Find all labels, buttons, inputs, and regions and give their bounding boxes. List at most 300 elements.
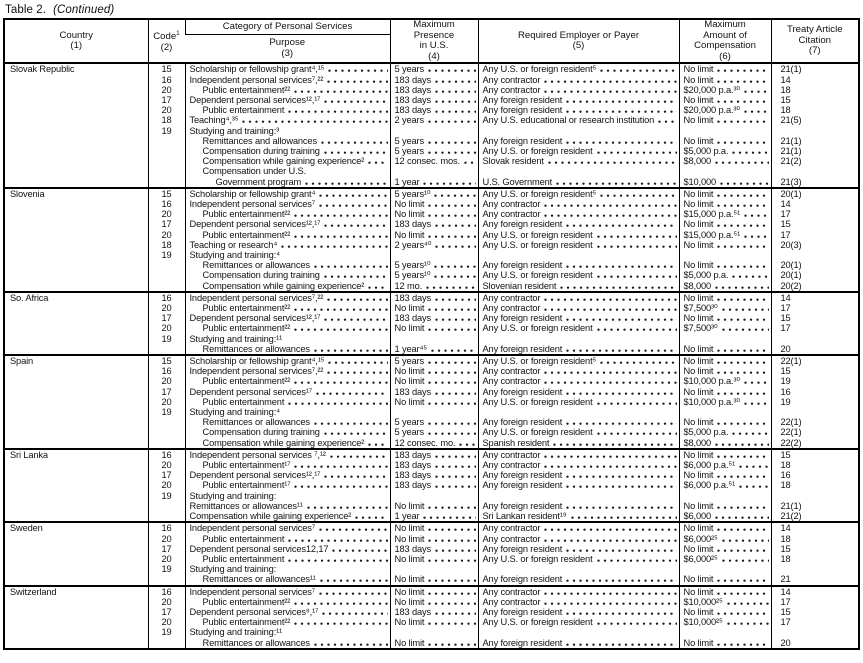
table-row — [4, 554, 859, 564]
cell-payer: Any U.S. or foreign resident — [478, 617, 679, 627]
cell-compensation — [679, 491, 771, 501]
cell-code: 16 — [148, 522, 185, 533]
cell-treaty: 14 — [771, 586, 859, 597]
dot-leader — [427, 199, 475, 209]
cell-compensation: No limit — [679, 136, 771, 146]
cell-presence: No limit — [390, 230, 478, 240]
table-row — [4, 597, 859, 607]
cell-treaty: 21(1) — [771, 501, 859, 511]
cell-treaty: 14 — [771, 292, 859, 303]
cell-treaty: 20 — [771, 344, 859, 355]
table-row — [4, 638, 859, 649]
dot-leader — [427, 427, 476, 437]
cell-country — [4, 177, 148, 188]
cell-code: 20 — [148, 597, 185, 607]
cell-compensation: $10,000 — [679, 177, 771, 188]
cell-code: 19 — [148, 491, 185, 501]
cell-payer: Any contractor — [478, 209, 679, 219]
cell-code: 20 — [148, 554, 185, 564]
cell-payer: Any foreign resident — [478, 136, 679, 146]
cell-country — [4, 491, 148, 501]
cell-purpose: Compensation during training — [185, 427, 390, 437]
dot-leader — [434, 240, 475, 250]
table-row — [4, 146, 859, 156]
cell-payer: Any foreign resident — [478, 638, 679, 649]
table-row — [4, 105, 859, 115]
cell-compensation: $6,000 p.a.⁵¹ — [679, 460, 771, 470]
table-row — [4, 156, 859, 166]
dot-leader — [726, 597, 769, 607]
dot-leader — [327, 356, 387, 366]
dot-leader — [714, 438, 768, 448]
cell-presence: 2 years — [390, 115, 478, 125]
dot-leader — [323, 270, 388, 280]
cell-purpose: Public entertainment²² — [185, 230, 390, 240]
cell-treaty: 20(1) — [771, 270, 859, 280]
dot-leader — [719, 177, 768, 187]
cell-presence: No limit — [390, 199, 478, 209]
dot-leader — [427, 303, 475, 313]
dot-leader — [716, 638, 768, 648]
cell-payer: Any foreign resident — [478, 574, 679, 585]
dot-leader — [716, 417, 768, 427]
cell-country — [4, 554, 148, 564]
dot-leader — [427, 146, 476, 156]
cell-treaty: 20(1) — [771, 188, 859, 199]
cell-purpose: Remittances or allowances — [185, 260, 390, 270]
cell-presence: No limit — [390, 554, 478, 564]
dot-leader — [293, 617, 387, 627]
table-row — [4, 240, 859, 250]
cell-presence — [390, 407, 478, 417]
cell-purpose: Studying and training: — [185, 491, 390, 501]
table-row — [4, 470, 859, 480]
cell-country — [4, 417, 148, 427]
cell-code: 20 — [148, 617, 185, 627]
cell-treaty — [771, 627, 859, 637]
cell-treaty: 17 — [771, 323, 859, 333]
cell-compensation: No limit — [679, 292, 771, 303]
cell-compensation: No limit — [679, 638, 771, 649]
cell-code — [148, 574, 185, 585]
cell-presence: 1 year — [390, 511, 478, 522]
cell-compensation: No limit — [679, 75, 771, 85]
cell-compensation: $6,000²⁵ — [679, 554, 771, 564]
dot-leader — [716, 607, 768, 617]
cell-country — [4, 95, 148, 105]
cell-compensation: No limit — [679, 95, 771, 105]
dot-leader — [543, 587, 676, 597]
cell-presence: 183 days — [390, 85, 478, 95]
dot-leader — [427, 356, 476, 366]
dot-leader — [313, 260, 388, 270]
cell-code — [148, 344, 185, 355]
cell-payer: Any U.S. or foreign resident — [478, 427, 679, 437]
dot-leader — [716, 344, 768, 354]
cell-country — [4, 407, 148, 417]
dot-leader — [565, 470, 676, 480]
table-row — [4, 501, 859, 511]
dot-leader — [293, 230, 387, 240]
dot-leader — [716, 240, 768, 250]
cell-payer: Any U.S. or foreign resident — [478, 397, 679, 407]
cell-purpose: Dependent personal services12,17 — [185, 544, 390, 554]
cell-purpose: Public entertainment¹⁷ — [185, 480, 390, 490]
cell-compensation: $10,000 p.a.³⁰ — [679, 376, 771, 386]
dot-leader — [716, 313, 768, 323]
cell-payer: Any contractor — [478, 75, 679, 85]
dot-leader — [543, 303, 676, 313]
cell-payer: Any foreign resident — [478, 344, 679, 355]
dot-leader — [716, 450, 768, 460]
cell-code: 16 — [148, 586, 185, 597]
col-header-compensation: Maximum Amount of Compensation (6) — [679, 19, 771, 63]
cell-presence: 1 year — [390, 177, 478, 188]
cell-treaty: 18 — [771, 105, 859, 115]
table-row — [4, 313, 859, 323]
cell-treaty: 22(1) — [771, 355, 859, 366]
dot-leader — [306, 501, 388, 511]
cell-presence: 183 days — [390, 449, 478, 460]
cell-compensation: $6,000 — [679, 511, 771, 522]
cell-payer — [478, 166, 679, 176]
cell-presence: 5 years — [390, 63, 478, 74]
cell-compensation: No limit — [679, 260, 771, 270]
cell-country — [4, 166, 148, 176]
dot-leader — [427, 587, 475, 597]
cell-presence: 5 years — [390, 146, 478, 156]
cell-country — [4, 281, 148, 292]
cell-presence: No limit — [390, 397, 478, 407]
dot-leader — [304, 177, 387, 187]
cell-country: Spain — [4, 355, 148, 366]
table-row — [4, 230, 859, 240]
cell-country: Slovenia — [4, 188, 148, 199]
cell-treaty — [771, 491, 859, 501]
cell-compensation — [679, 334, 771, 344]
cell-payer: Any foreign resident — [478, 313, 679, 323]
dot-leader — [434, 105, 475, 115]
cell-purpose: Public entertainment²² — [185, 376, 390, 386]
table-row — [4, 303, 859, 313]
dot-leader — [287, 554, 387, 564]
cell-code: 20 — [148, 303, 185, 313]
dot-leader — [599, 64, 676, 74]
cell-compensation — [679, 564, 771, 574]
dot-leader — [716, 356, 768, 366]
cell-compensation: No limit — [679, 199, 771, 209]
cell-presence: No limit — [390, 522, 478, 533]
cell-treaty: 22(1) — [771, 417, 859, 427]
table-row — [4, 219, 859, 229]
cell-presence: 183 days — [390, 387, 478, 397]
table-row — [4, 188, 859, 199]
dot-leader — [434, 607, 475, 617]
cell-compensation: $10,000²⁵ — [679, 597, 771, 607]
cell-country: So. Africa — [4, 292, 148, 303]
cell-treaty: 14 — [771, 522, 859, 533]
table-row — [4, 586, 859, 597]
dot-leader — [323, 219, 387, 229]
table-row — [4, 438, 859, 449]
dot-leader — [731, 270, 768, 280]
col-header-treaty: Treaty Article Citation (7) — [771, 19, 859, 63]
dot-leader — [319, 574, 388, 584]
dot-leader — [427, 323, 475, 333]
dot-leader — [565, 344, 676, 354]
dot-leader — [565, 387, 676, 397]
cell-payer: Any contractor — [478, 534, 679, 544]
cell-presence: 183 days — [390, 544, 478, 554]
table-row — [4, 407, 859, 417]
cell-payer — [478, 564, 679, 574]
cell-treaty: 18 — [771, 480, 859, 490]
cell-treaty: 20(1) — [771, 260, 859, 270]
dot-leader — [293, 323, 387, 333]
dot-leader — [433, 270, 475, 280]
dot-leader — [552, 438, 676, 448]
dot-leader — [434, 544, 475, 554]
cell-treaty: 15 — [771, 544, 859, 554]
dot-leader — [293, 480, 387, 490]
cell-purpose: Public entertainment — [185, 397, 390, 407]
cell-presence: No limit — [390, 501, 478, 511]
cell-country — [4, 597, 148, 607]
dot-leader — [714, 156, 768, 166]
dot-leader — [543, 209, 676, 219]
table-row — [4, 491, 859, 501]
cell-purpose: Teaching or research⁴ — [185, 240, 390, 250]
cell-payer: Any contractor — [478, 586, 679, 597]
dot-leader — [427, 366, 475, 376]
cell-country — [4, 209, 148, 219]
dot-leader — [434, 219, 475, 229]
cell-country — [4, 156, 148, 166]
cell-compensation: $5,000 p.a. — [679, 270, 771, 280]
cell-code: 17 — [148, 387, 185, 397]
cell-code: 15 — [148, 188, 185, 199]
table-row — [4, 480, 859, 490]
dot-leader — [555, 177, 676, 187]
table-row — [4, 209, 859, 219]
dot-leader — [714, 281, 768, 291]
dot-leader — [458, 438, 475, 448]
dot-leader — [427, 617, 475, 627]
cell-payer: Any foreign resident — [478, 501, 679, 511]
cell-country — [4, 627, 148, 637]
cell-treaty — [771, 564, 859, 574]
cell-compensation: No limit — [679, 355, 771, 366]
table-row — [4, 250, 859, 260]
table-row — [4, 627, 859, 637]
dot-leader — [427, 136, 476, 146]
cell-country — [4, 323, 148, 333]
cell-compensation: $7,500³⁰ — [679, 303, 771, 313]
cell-presence: 183 days — [390, 607, 478, 617]
cell-code: 19 — [148, 126, 185, 136]
cell-code — [148, 136, 185, 146]
dot-leader — [547, 156, 677, 166]
cell-presence: 183 days — [390, 480, 478, 490]
cell-purpose: Public entertainment — [185, 554, 390, 564]
cell-purpose: Independent personal services⁷ — [185, 586, 390, 597]
dot-leader — [543, 85, 676, 95]
cell-payer: Any foreign resident — [478, 544, 679, 554]
dot-leader — [596, 240, 677, 250]
dot-leader — [287, 105, 387, 115]
cell-treaty — [771, 166, 859, 176]
table-row — [4, 355, 859, 366]
table-row — [4, 292, 859, 303]
cell-code: 18 — [148, 240, 185, 250]
dot-leader — [543, 366, 676, 376]
cell-purpose: Compensation while gaining experience² — [185, 156, 390, 166]
col-header-code: Code$^1$ (2) — [148, 19, 185, 63]
dot-leader — [433, 189, 475, 199]
cell-country — [4, 511, 148, 522]
dot-leader — [716, 293, 768, 303]
cell-code: 15 — [148, 355, 185, 366]
cell-payer — [478, 407, 679, 417]
cell-code: 19 — [148, 564, 185, 574]
cell-treaty: 17 — [771, 617, 859, 627]
cell-presence: 183 days — [390, 219, 478, 229]
cell-code: 16 — [148, 292, 185, 303]
cell-compensation: No limit — [679, 522, 771, 533]
cell-treaty: 21(3) — [771, 177, 859, 188]
cell-treaty: 22(2) — [771, 438, 859, 449]
cell-presence: No limit — [390, 534, 478, 544]
cell-code: 20 — [148, 397, 185, 407]
table-row — [4, 617, 859, 627]
dot-leader — [427, 574, 475, 584]
cell-purpose: Studying and training:¹¹ — [185, 627, 390, 637]
dot-leader — [543, 597, 676, 607]
cell-payer: Any U.S. or foreign resident — [478, 554, 679, 564]
table-row — [4, 166, 859, 176]
dot-leader — [565, 544, 676, 554]
cell-compensation: No limit — [679, 344, 771, 355]
dot-leader — [433, 260, 475, 270]
cell-country — [4, 544, 148, 554]
dot-leader — [427, 523, 475, 533]
cell-treaty: 21(2) — [771, 511, 859, 522]
dot-leader — [427, 397, 475, 407]
dot-leader — [422, 511, 475, 521]
dot-leader — [543, 523, 676, 533]
dot-leader — [716, 115, 768, 125]
dot-leader — [543, 293, 676, 303]
dot-leader — [716, 587, 768, 597]
table-row — [4, 95, 859, 105]
cell-treaty: 16 — [771, 387, 859, 397]
cell-country — [4, 427, 148, 437]
cell-compensation: $15,000 p.a.⁵¹ — [679, 209, 771, 219]
cell-code — [148, 417, 185, 427]
cell-code: 20 — [148, 85, 185, 95]
dot-leader — [596, 230, 677, 240]
dot-leader — [714, 511, 768, 521]
cell-purpose: Remittances or allowances — [185, 417, 390, 427]
cell-code — [148, 438, 185, 449]
cell-payer — [478, 334, 679, 344]
dot-leader — [599, 189, 676, 199]
cell-payer — [478, 126, 679, 136]
treaty-compensation-table — [3, 18, 860, 650]
dot-leader — [427, 638, 475, 648]
cell-code: 17 — [148, 219, 185, 229]
cell-purpose: Public entertainment — [185, 105, 390, 115]
dot-leader — [293, 303, 387, 313]
cell-country — [4, 230, 148, 240]
cell-compensation: No limit — [679, 501, 771, 511]
cell-code: 16 — [148, 449, 185, 460]
dot-leader — [320, 136, 388, 146]
table-row — [4, 199, 859, 209]
dot-leader — [716, 523, 768, 533]
cell-presence: 5 years — [390, 355, 478, 366]
cell-code — [148, 156, 185, 166]
table-row — [4, 511, 859, 522]
cell-treaty: 18 — [771, 554, 859, 564]
dot-leader — [434, 387, 475, 397]
table-row — [4, 260, 859, 270]
dot-leader — [434, 450, 475, 460]
cell-treaty: 15 — [771, 219, 859, 229]
dot-leader — [427, 417, 476, 427]
cell-compensation: No limit — [679, 607, 771, 617]
cell-payer: Any U.S. educational or research institution — [478, 115, 679, 125]
dot-leader — [743, 209, 768, 219]
cell-compensation — [679, 250, 771, 260]
cell-payer: Any foreign resident — [478, 417, 679, 427]
cell-compensation: No limit — [679, 417, 771, 427]
cell-country — [4, 574, 148, 585]
dot-leader — [596, 146, 677, 156]
dot-leader — [743, 397, 769, 407]
cell-country — [4, 313, 148, 323]
dot-leader — [543, 460, 676, 470]
cell-purpose: Public entertainment²² — [185, 617, 390, 627]
cell-country — [4, 115, 148, 125]
cell-purpose: Compensation while gaining experience² — [185, 281, 390, 292]
cell-compensation: No limit — [679, 470, 771, 480]
cell-country: Sweden — [4, 522, 148, 533]
dot-leader — [315, 387, 387, 397]
dot-leader — [422, 177, 475, 187]
table-row — [4, 574, 859, 585]
dot-leader — [543, 534, 676, 544]
table-row — [4, 376, 859, 386]
cell-compensation — [679, 627, 771, 637]
cell-country — [4, 303, 148, 313]
cell-payer: Any contractor — [478, 376, 679, 386]
dot-leader — [565, 105, 676, 115]
cell-country — [4, 146, 148, 156]
cell-code: 19 — [148, 407, 185, 417]
cell-compensation: No limit — [679, 366, 771, 376]
dot-leader — [596, 270, 677, 280]
cell-treaty: 18 — [771, 534, 859, 544]
cell-compensation: $15,000 p.a.⁵¹ — [679, 230, 771, 240]
cell-payer: Any U.S. or foreign resident — [478, 270, 679, 280]
dot-leader — [313, 417, 388, 427]
cell-compensation: $6,000²⁵ — [679, 534, 771, 544]
dot-leader — [367, 156, 387, 166]
dot-leader — [716, 470, 768, 480]
dot-leader — [596, 617, 677, 627]
cell-code: 20 — [148, 480, 185, 490]
